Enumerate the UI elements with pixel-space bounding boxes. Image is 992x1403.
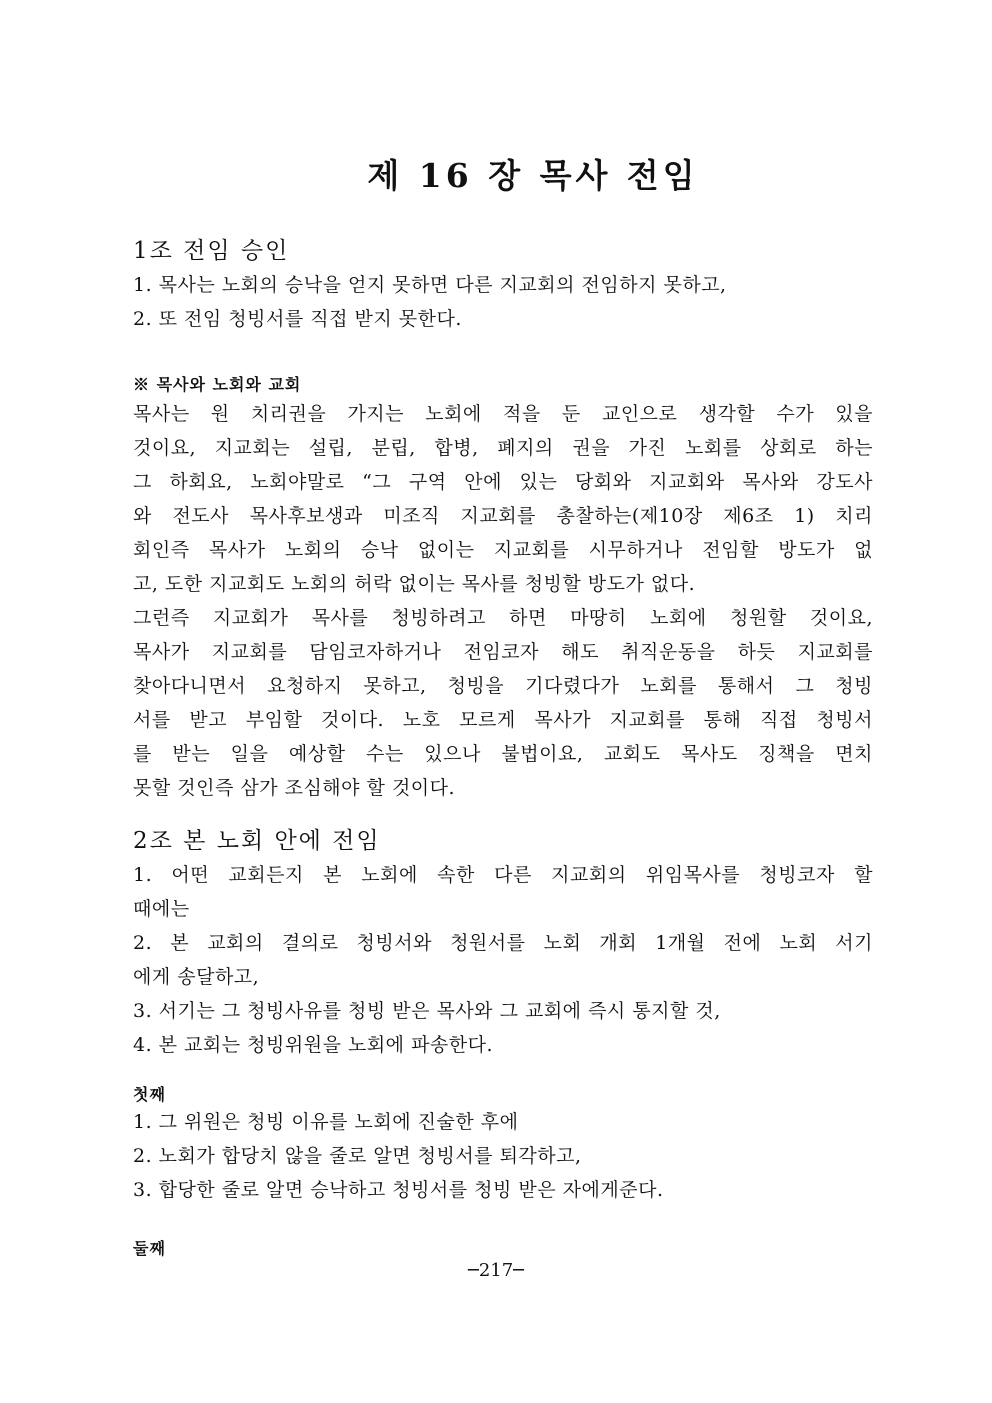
first-list [133,1105,873,1207]
text-line: 를 받는 일을 예상할 수는 있으나 불법이요, 교회도 목사도 징책을 면치 [133,743,873,765]
list-item: 1. 목사는 노회의 승낙을 얻지 못하면 다른 지교회의 전임하지 못하고, [133,274,727,296]
text-line: 2. 본 교회의 결의로 청빙서와 청원서를 노회 개회 1개월 전에 노회 서기 [133,932,873,954]
text-line: 1. 어떤 교회든지 본 노회에 속한 다른 지교회의 위임목사를 청빙코자 할 [133,864,873,886]
text-line: 고, 도한 지교회도 노회의 허락 없이는 목사를 청빙할 방도가 없다. [133,573,696,595]
section2-heading: 2조 본 노회 안에 전임 [133,828,381,854]
list-item: 2. 노회가 합당치 않을 줄로 알면 청빙서를 퇴각하고, [133,1145,582,1167]
text-line: 서를 받고 부임할 것이다. 노호 모르게 목사가 지교회를 통해 직접 청빙서 [133,709,873,731]
text-line: 목사는 원 치리권을 가지는 노회에 적을 둔 교인으로 생각할 수가 있을 [133,403,873,425]
text-line: 그런즉 지교회가 목사를 청빙하려고 하면 마땅히 노회에 청원할 것이요, [133,607,873,629]
text-line: 목사가 지교회를 담임코자하거나 전임코자 해도 취직운동을 하듯 지교회를 [133,641,873,663]
section1-list [133,268,873,336]
text-line: 와 전도사 목사후보생과 미조직 지교회를 총찰하는(제10장 제6조 1) 치리 [133,505,873,527]
page-number: ─217─ [467,1260,525,1281]
section1-heading: 1조 전임 승인 [133,238,290,264]
note-heading: ※ 목사와 노회와 교회 [133,375,302,394]
text-line: 때에는 [133,898,190,920]
text-line: 찾아다니면서 요청하지 못하고, 청빙을 기다렸다가 노회를 통해서 그 청빙 [133,675,873,697]
note-paragraph [133,397,873,805]
text-line: 회인즉 목사가 노회의 승낙 없이는 지교회를 시무하거나 전임할 방도가 없 [133,539,873,561]
list-item: 2. 또 전임 청빙서를 직접 받지 못한다. [133,308,462,330]
list-item: 1. 그 위원은 청빙 이유를 노회에 진술한 후에 [133,1111,519,1133]
first-heading: 첫째 [133,1085,166,1104]
text-line: 것이요, 지교회는 설립, 분립, 합병, 폐지의 권을 가진 노회를 상회로 하는 [133,437,873,459]
text-line: 못할 것인즉 삼가 조심해야 할 것이다. [133,777,456,799]
text-line: 그 하회요, 노회야말로 “그 구역 안에 있는 당회와 지교회와 목사와 강도사 [133,471,873,493]
chapter-title: 제 16 장 목사 전임 [367,156,699,195]
text-line: 4. 본 교회는 청빙위원을 노회에 파송한다. [133,1034,494,1056]
list-item: 3. 합당한 줄로 알면 승낙하고 청빙서를 청빙 받은 자에게준다. [133,1179,664,1201]
second-heading: 둘째 [133,1239,166,1258]
text-line: 3. 서기는 그 청빙사유를 청빙 받은 목사와 그 교회에 즉시 통지할 것, [133,1000,721,1022]
section2-list [133,858,873,1062]
text-line: 에게 송달하고, [133,966,260,988]
